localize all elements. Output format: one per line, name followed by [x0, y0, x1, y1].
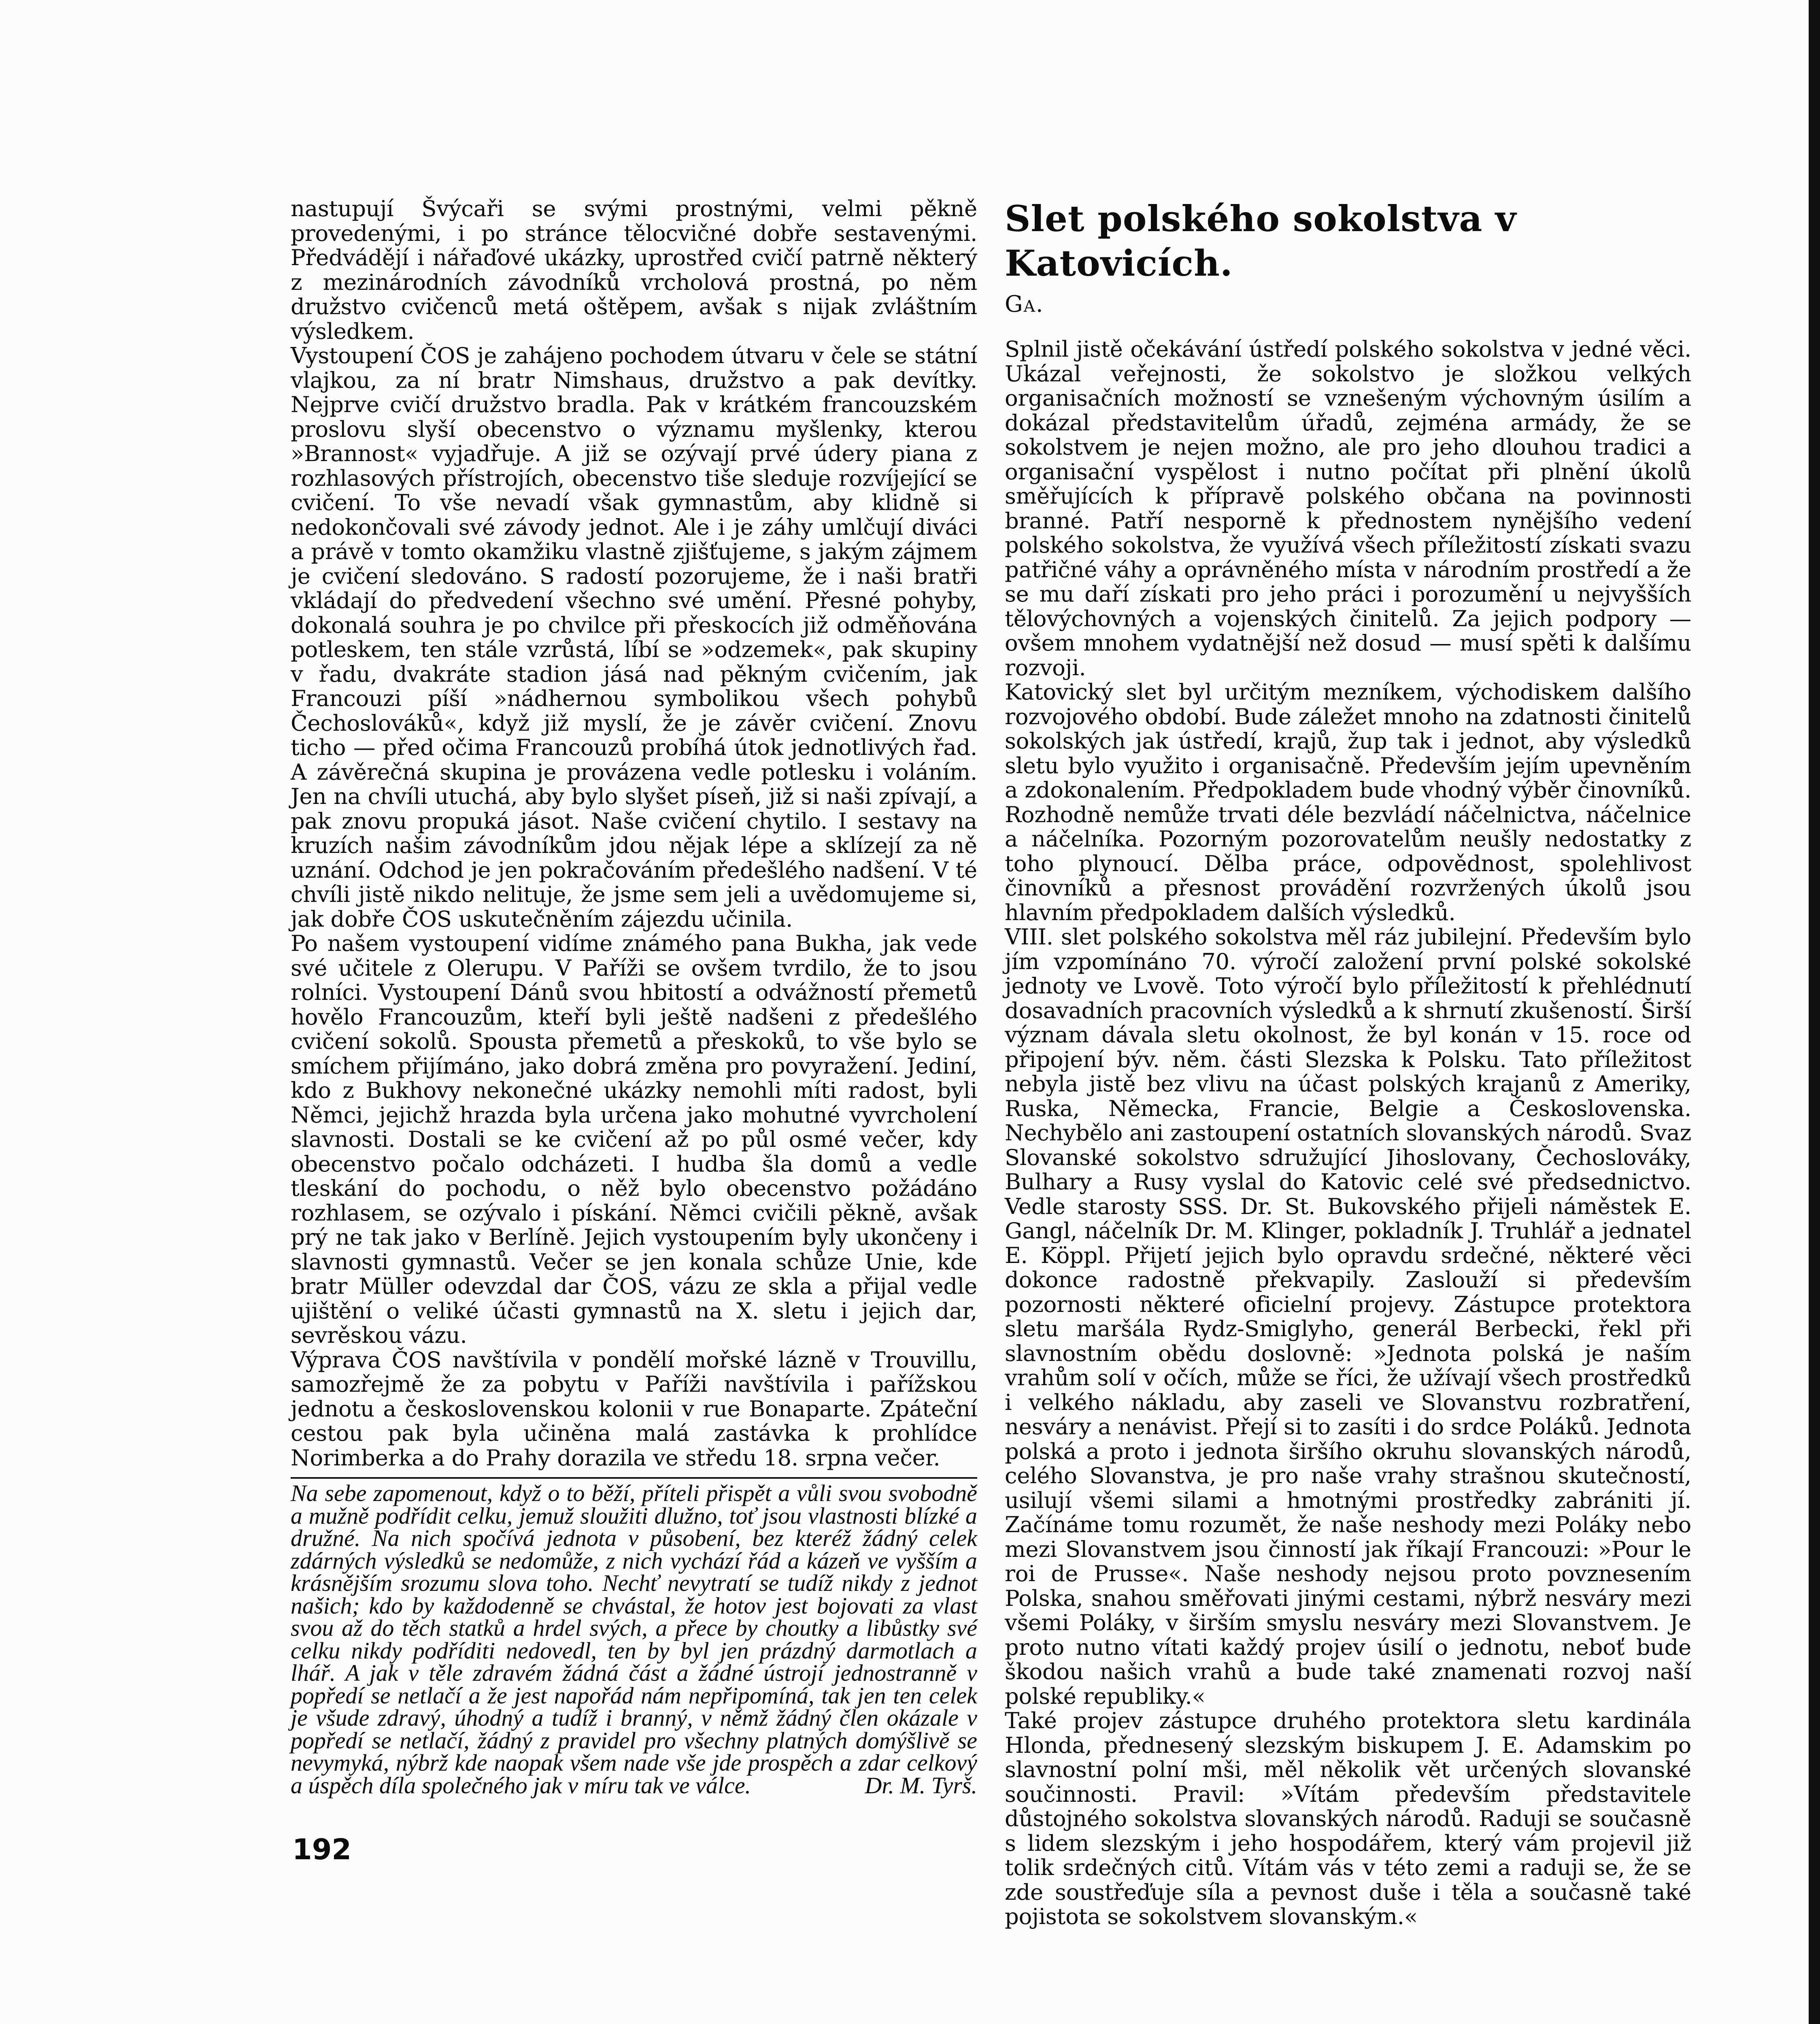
- article-paragraph-2: Vystoupení ČOS je zahájeno pochodem útvaru v čele se státní vlajkou, za ní bratr Nimshaus, družstvo a pak devítky. Nejprve cvičí družstvo bradla. Pak v krátkém francouzském proslovu slyší obecenstvo o významu myšlenky, kterou »Brannost« vyjadřuje. A již se ozývají prvé údery piana z rozhlasových přístrojích, obecenstvo tiše sleduje rozvíjející se cvičení. To vše nevadí však gymnastům, aby klidně si nedokončovali své závody jednot. Ale i je záhy umlčují diváci a právě v tomto okamžiku vlastně zjišťujeme, s jakým zájmem je cvičení sledováno. S radostí pozorujeme, že i naši bratři vkládají do předvedení všechno své umění. Přesné pohyby, dokonalá souhra je po chvilce při přeskocích již odměňována potleskem, ten stále vzrůstá, líbí se »odzemek«, pak skupiny v řadu, dvakráte stadion jásá nad pěkným cvičením, jak Francouzi píší »nádhernou symbolikou všech pohybů Čechoslováků«, když již myslí, že je závěr cvičení. Znovu ticho — před očima Francouzů probíhá útok jednotlivých řad. A závěrečná skupina je provázena vedle potlesku i voláním. Jen na chvíli utuchá, aby bylo slyšet píseň, již si naši zpívají, a pak znovu propuká jásot. Naše cvičení chytilo. I sestavy na kruzích našim závodníkům jdou nějak lépe a sklízejí za ně uznání. Odchod je jen pokračováním předešlého nadšení. V té chvíli jistě nikdo nelituje, že jsme sem jeli a uvědomujeme si, jak dobře ČOS uskutečněním zájezdu učinila.: [291, 342, 977, 932]
- left-column: [291, 196, 977, 1797]
- article-paragraph-1: nastupují Švýcaři se svými prostnými, velmi pěkně provedenými, i po stránce tělocvičné dobře sestavenými. Předvádějí i nářaďové ukázky, uprostřed cvičí patrně některý z mezinárodních závodníků vrcholová prostná, po něm družstvo cvičenců metá oštěpem, avšak s nijak zvláštním výsledkem.: [291, 196, 977, 344]
- article-paragraph-3: Po našem vystoupení vidíme známého pana Bukha, jak vede své učitele z Olerupu. V Paříži se ovšem tvrdilo, že to jsou rolníci. Vystoupení Dánů svou hbitostí a odvážností přemetů hovělo Francouzům, kteří byli ještě nadšeni z předešlého cvičení sokolů. Spousta přemetů a přeskoků, to vše bylo se smíchem přijímáno, jako dobrá změna pro povyražení. Jediní, kdo z Bukhovy nekonečné ukázky nemohli míti radost, byli Němci, jejichž hrazda byla určena jako mohutné vyvrcholení slavnosti. Dostali se ke cvičení až po půl osmé večer, kdy obecenstvo počalo odcházeti. I hudba šla domů a vedle tleskání do pochodu, o něž bylo obecenstvo požádáno rozhlasem, se ozývalo i pískání. Němci cvičili pěkně, avšak prý ne tak jako v Berlíně. Jejich vystoupením byly ukončeny i slavnosti gymnastů. Večer se jen konala schůze Unie, kde bratr Müller odevzdal dar ČOS, vázu ze skla a přijal vedle ujištění o veliké účasti gymnastů na X. sletu i jejich dar, sevrěskou vázu.: [291, 930, 977, 1348]
- quote-text: Na sebe zapomenout, když o to běží, příteli přispět a vůli svou svobodně a mužně podřídit celku, jemuž sloužiti dlužno, toť jsou vlastnosti blízké a družné. Na nich spočívá jednota v působení, bez kteréž žádný celek zdárných výsledků se nedomůže, z nich vychází řád a kázeň ve vyšším a krásnějším srozumu slova toho. Nechť nevytratí se tudíž nikdy z jednot našich; kdo by každodenně se chvástal, že hotov jest bojovati za vlast svou až do těch statků a hrdel svých, a přece by choutky a libůstky své celku nikdy podříditi nedovedl, ten by byl jen prázdný darmotlach a lhář. A jak v těle zdravém žádná část a žádné ústrojí jednostranně v popředí se netlačí a že jest napořád nám nepřipomíná, tak jen ten celek je všude zdravý, úhodný a tudíž i branný, v němž žádný člen okázale v popředí se netlačí, žádný z pravidel pro všechny platných domýšlivě se nevymyká, nýbrž kde naopak všem nade vše jde prospěch a zdar celkový a úspěch díla společného jak v míru tak ve válce.: [291, 1480, 977, 1799]
- section-divider: [291, 1477, 977, 1479]
- tyrs-quote: [291, 1482, 977, 1797]
- scan-edge: [1809, 0, 1820, 2024]
- sokol-paragraph-4: Také projev zástupce druhého protektora sletu kardinála Hlonda, přednesený slezským biskupem J. E. Adamskim po slavnostní polní mši, měl několik vět určených slovanské součinnosti. Pravil: »Vítám především představitele důstojného sokolstva slovanských národů. Raduji se současně s lidem slezským i jeho hospodářem, který vám projevil již tolik srdečných citů. Vítám vás v této zemi a raduji se, že se zde soustřeďuje síla a pevnost duše i těla a současně také pojistota se sokolstvem slovanským.«: [1005, 1707, 1691, 1929]
- article-paragraph-4: Výprava ČOS navštívila v pondělí mořské lázně v Trouvillu, samozřejmě že za pobytu v Paříži navštívila i pařížskou jednotu a československou kolonii v rue Bonaparte. Zpáteční cestou pak byla učiněna malá zastávka k prohlídce Norimberka a do Prahy dorazila ve středu 18. srpna večer.: [291, 1346, 977, 1471]
- article-author: Ga.: [1005, 291, 1044, 317]
- sokol-paragraph-3: VIII. slet polského sokolstva měl ráz jubilejní. Především bylo jím vzpomínáno 70. výročí založení první polské sokolské jednoty ve Lvově. Toto výročí bylo příležitostí k přehlédnutí dosavadních pracovních výsledků a k shrnutí zkušeností. Širší význam dávala sletu okolnost, že byl konán v 15. roce od připojení býv. něm. části Slezska k Polsku. Tato příležitost nebyla jistě bez vlivu na účast polských krajanů z Ameriky, Ruska, Německa, Francie, Belgie a Československa. Nechybělo ani zastoupení ostatních slovanských národů. Svaz Slovanské sokolstvo sdružující Jihoslovany, Čechoslováky, Bulhary a Rusy vyslal do Katovic celé své předsednictvo. Vedle starosty SSS. Dr. St. Bukovského přijeli náměstek E. Gangl, náčelník Dr. M. Klinger, pokladník J. Truhlář a jednatel E. Köppl. Přijetí jejich bylo opravdu srdečné, některé věci dokonce radostně překvapily. Zaslouží si především pozornosti některé oficielní projevy. Zástupce protektora sletu maršála Rydz-Smiglyho, generál Berbecki, řekl při slavnostním obědu doslovně: »Jednota polská je naším vrahům solí v očích, může se říci, že užívají všech prostředků i velkého nákladu, aby zaseli ve Slovanstvu rozbratření, nesváry a nenávist. Přejí si to zasíti i do srdce Poláků. Jednota polská a proto i jednota širšího okruhu slovanských národů, celého Slovanstva, je pro naše vrahy strašnou skutečností, usilují všemi silami a hmotnými prostředky zabrániti jí. Začínáme tomu rozumět, že naše neshody mezi Poláky nebo mezi Slovanstvem jsou činností jak říkají Francouzi: »Pour le roi de Prusse«. Naše neshody nejsou proto povznesením Polska, snahou směřovati jinými cestami, nýbrž nesváry mezi všemi Poláky, v širším smyslu nesváry mezi Slovanstvem. Je proto nutno vítati každý projev úsilí o jednotu, neboť bude škodou našich vrahů a bude také znamenati rozvoj naší polské republiky.«: [1005, 924, 1691, 1709]
- article-title: Slet polského sokolstva v Katovicích.: [1005, 198, 1517, 284]
- right-column: [1005, 196, 1691, 1929]
- page-number: 192: [292, 1833, 352, 1866]
- quote-signature: Dr. M. Tyrš.: [865, 1772, 977, 1799]
- sokol-paragraph-2: Katovický slet byl určitým mezníkem, východiskem dalšího rozvojového období. Bude záležet mnoho na zdatnosti činitelů sokolských jak ústředí, krajů, žup tak i jednot, aby výsledků sletu bylo využito i organisačně. Především jejím upevněním a zdokonalením. Předpokladem bude vhodný výběr činovníků. Rozhodně nemůže trvati déle bezvládí náčelnictva, náčelnice a náčelníka. Pozorným pozorovatelům neušly nedostatky z toho plynoucí. Dělba práce, odpovědnost, spolehlivost činovníků a přesnost provádění rozvržených úkolů jsou hlavním předpokladem dalších výsledků.: [1005, 679, 1691, 925]
- sokol-paragraph-1: Splnil jistě očekávání ústředí polského sokolstva v jedné věci. Ukázal veřejnosti, že sokolstvo je složkou velkých organisačních možností se vznešeným výchovným úsilím a dokázal představitelům úřadů, zejména armády, že se sokolstvem je nejen možno, ale pro jeho dlouhou tradici a organisační vyspělost i nutno počítat při plnění úkolů směřujících k přípravě polského občana na povinnosti branné. Patří nesporně k přednostem nynějšího vedení polského sokolstva, že využívá všech příležitostí získati svazu patřičné váhy a oprávněného místa v národním prostředí a že se mu daří získati pro jeho práci i porozumění u nejvyšších tělovýchovných a vojenských činitelů. Za jejich podpory — ovšem mnohem vydatnější než dosud — musí spěti k dalšímu rozvoji.: [1005, 336, 1691, 680]
